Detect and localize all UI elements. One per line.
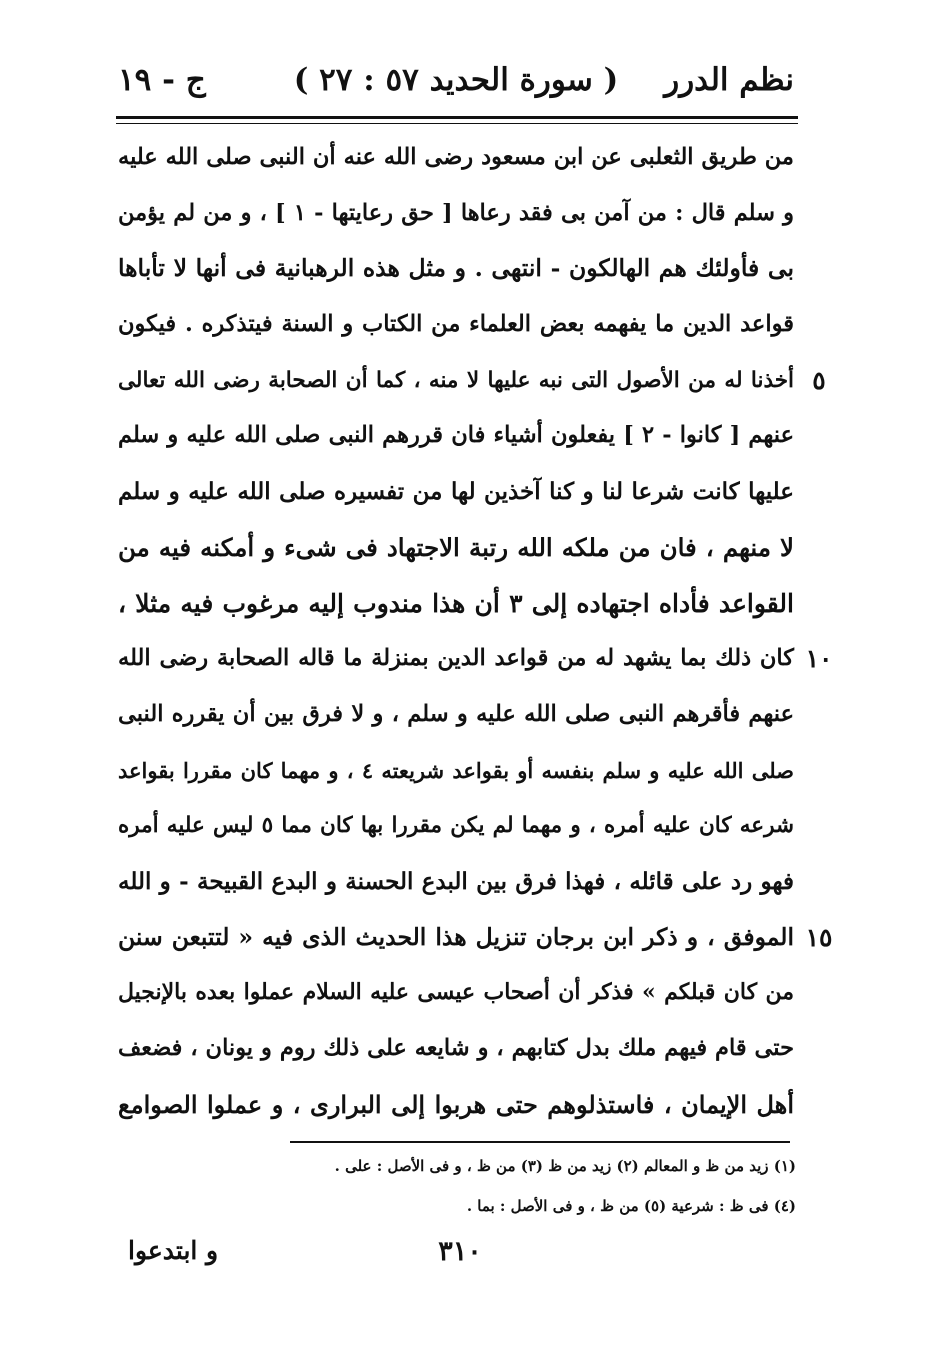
header-rule-thin [116,123,798,124]
text-line-content: من طريق الثعلبى عن ابن مسعود رضى الله عنه أن النبى صلى الله عليه [118,144,794,170]
footnote-line: (١) زيد من ظ و المعالم (٢) زيد من ظ (٣) من ظ ، و فى الأصل : على . [334,1157,796,1175]
text-line [118,687,794,743]
footnote-separator [290,1141,790,1143]
text-line [118,1077,794,1133]
text-line-content: من كان قبلكم » فذكر أن أصحاب عيسى عليه السلام عملوا بعده بالإنجيل [118,979,794,1006]
text-line [118,186,794,242]
text-line [118,1021,794,1077]
text-line-content: عنهم فأقرهم النبى صلى الله عليه و سلم ، و لا فرق بين أن يقرره النبى [118,700,794,727]
text-line [118,798,794,854]
text-line [118,408,794,464]
running-header [118,62,794,106]
catchword: و ابتدعوا [128,1236,219,1265]
text-line [118,743,794,799]
footnote-line: (٤) فى ظ : شرعية (٥) من ظ ، و فى الأصل : بما . [466,1197,796,1215]
text-line-content: صلى الله عليه و سلم بنفسه أو بقواعد شريعته ٤ ، و مهما كان مقررا بقواعد [118,757,794,783]
text-line [118,576,794,632]
text-line-content: حتى قام فيهم ملك بدل كتابهم ، و شايعه على ذلك روم و يونان ، فضعف [118,1035,794,1061]
text-line-content: شرعه كان عليه أمره ، و مهما لم يكن مقررا بها كان مما ٥ ليس عليه أمره [118,813,794,839]
text-line-content: و سلم قال : من آمن بى فقد رعاها [ حق رعايتها - ١ ] ، و من لم يؤمن [118,199,794,226]
text-line-content: القواعد فأداه اجتهاده إلى ٣ أن هذا مندوب إليه مرغوب فيه مثلا ، [118,588,794,618]
text-line-content: عنهم [ كانوا - ٢ ] يفعلون أشياء فان قررهم النبى صلى الله عليه و سلم [118,422,794,449]
text-line-content: بى فأولئك هم الهالكون - انتهى . و مثل هذه الرهبانية فى أنها لا تأباها [118,254,794,283]
page-number: ٣١٠ [438,1236,482,1267]
line-number: ١٠ [805,644,833,674]
text-line [118,520,794,576]
footnotes [320,1146,796,1226]
book-title: نظم الدرر [664,62,794,98]
text-line-content: أخذنا له من الأصول التى نبه عليها لا منه ، كما أن الصحابة رضى الله تعالى [118,367,794,393]
text-line-content: قواعد الدين ما يفهمه بعض العلماء من الكتاب و السنة فيتذكره . فيكون [118,311,794,338]
header-rule-thick [116,116,798,119]
text-line-content: لا منهم ، فان من ملكه الله رتبة الاجتهاد فى شىء و أمكنه فيه من [118,532,794,562]
text-line-content: الموفق ، و ذكر ابن برجان تنزيل هذا الحديث الذى فيه « لتتبعن سنن [118,922,794,951]
text-line [118,910,833,966]
line-number: ١٥ [805,922,833,952]
text-line-content: كان ذلك بما يشهد له من قواعد الدين بمنزلة ما قاله الصحابة رضى الله [118,645,794,672]
line-number: ٥ [812,365,826,395]
volume-number: ج - ١٩ [118,62,206,98]
text-line-content: فهو رد على قائله ، فهذا فرق بين البدع الحسنة و البدع القبيحة - و الله [118,867,794,895]
text-line [118,241,794,297]
text-line [118,297,794,353]
text-line-content: عليها كانت شرعا لنا و كنا آخذين لها من تفسيره صلى الله عليه و سلم [118,478,794,506]
text-line [118,464,794,520]
surah-reference: ( سورة الحديد ٥٧ : ٢٧ ) [293,62,619,98]
text-line [118,854,794,910]
main-text [118,130,833,1132]
text-line-content: أهل الإيمان ، فاستذلوهم حتى هربوا إلى البرارى ، و عملوا الصوامع [118,1089,794,1119]
text-line [118,353,826,409]
text-line [118,631,833,687]
text-line [118,130,794,186]
text-line [118,965,794,1021]
